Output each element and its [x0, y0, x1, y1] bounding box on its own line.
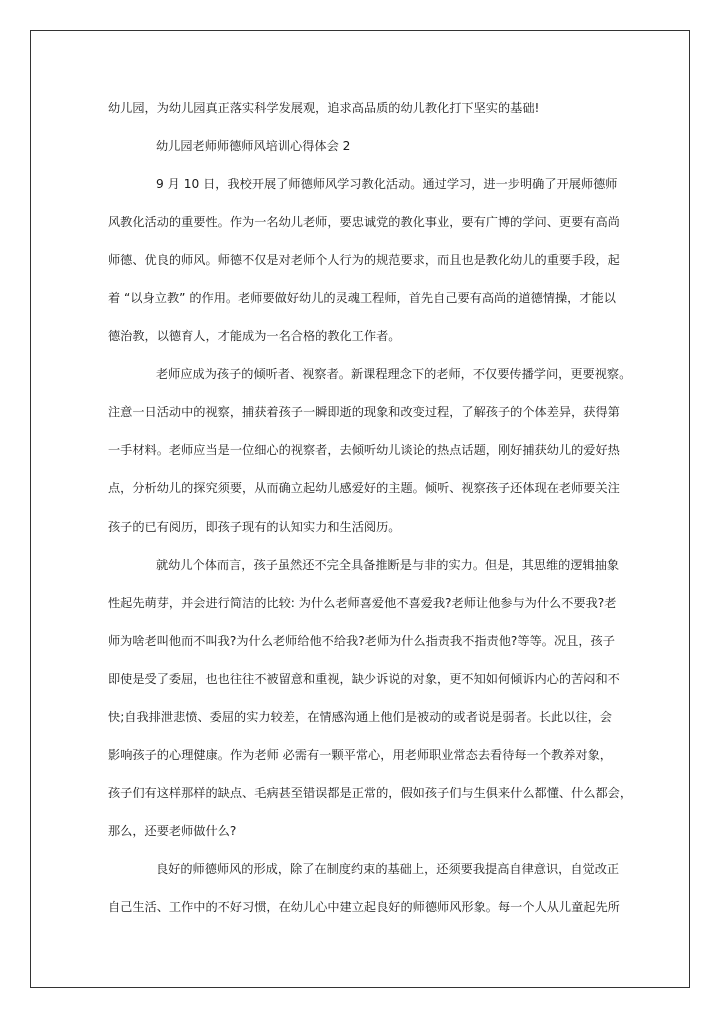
- text-line: 9 月 10 日，我校开展了师德师风学习教化活动。通过学习，进一步明确了开展师德师: [156, 177, 618, 192]
- text-line: 风教化活动的重要性。作为一名幼儿老师，要忠诚党的教化事业，要有广博的学问、更要有高尚: [108, 215, 620, 230]
- text-line: 一手材料。老师应当是一位细心的视察者，去倾听幼儿谈论的热点话题，刚好捕获幼儿的爱好热: [108, 443, 620, 458]
- text-line: 德治教，以德育人，才能成为一名合格的教化工作者。: [108, 329, 401, 344]
- text-line: 影响孩子的心理健康。作为老师 必需有一颗平常心，用老师职业常态去看待每一个教养对象，: [108, 747, 612, 762]
- section-title: 幼儿园老师师德师风培训心得体会 2: [156, 139, 351, 154]
- text-line: 即使是受了委屈，也也往往不被留意和重视，缺少诉说的对象，更不知如何倾诉内心的苦闷和不: [108, 671, 620, 686]
- text-line: 性起先萌芽，并会进行简洁的比较: 为什么老师喜爱他不喜爱我?老师让他参与为什么不要我?老: [108, 595, 617, 610]
- text-line: 师德、优良的师风。师德不仅是对老师个人行为的规范要求，而且也是教化幼儿的重要手段，起: [108, 253, 620, 268]
- text-line: 老师应成为孩子的倾听者、视察者。新课程理念下的老师，不仅要传播学问，更要视察。: [156, 367, 632, 382]
- text-line: 良好的师德师风的形成，除了在制度约束的基础上，还须要我提高自律意识，自觉改正: [156, 861, 620, 876]
- text-line: 快;自我排泄悲愤、委屈的实力较差，在情感沟通上他们是被动的或者说是弱者。长此以往，会: [108, 709, 612, 724]
- text-line: 师为啥老叫他而不叫我?为什么老师给他不给我?老师为什么指责我不指责他?等等。况且，孩子: [108, 633, 615, 648]
- text-line: 着 “以身立教” 的作用。老师要做好幼儿的灵魂工程师，首先自己要有高尚的道德情操，才能以: [108, 291, 616, 306]
- text-line: 幼儿园，为幼儿园真正落实科学发展观，追求高品质的幼儿教化打下坚实的基础!: [108, 101, 540, 115]
- text-line: 孩子们有这样那样的缺点、毛病甚至错误都是正常的，假如孩子们与生俱来什么都懂、什么都会，: [108, 785, 633, 800]
- text-line: 孩子的已有阅历，即孩子现有的认知实力和生活阅历。: [108, 519, 401, 534]
- text-line: 自己生活、工作中的不好习惯，在幼儿心中建立起良好的师德师风形象。每一个人从儿童起先所: [108, 899, 620, 914]
- text-line: 点，分析幼儿的探究须要，从而确立起幼儿感爱好的主题。倾听、视察孩子还体现在老师要关注: [108, 481, 620, 496]
- text-line: 注意一日活动中的视察，捕获着孩子一瞬即逝的现象和改变过程，了解孩子的个体差异，获得第: [108, 405, 620, 420]
- text-line: 那么，还要老师做什么?: [108, 823, 237, 838]
- text-line: 就幼儿个体而言，孩子虽然还不完全具备推断是与非的实力。但是，其思维的逻辑抽象: [156, 557, 620, 572]
- document-body: [108, 96, 633, 933]
